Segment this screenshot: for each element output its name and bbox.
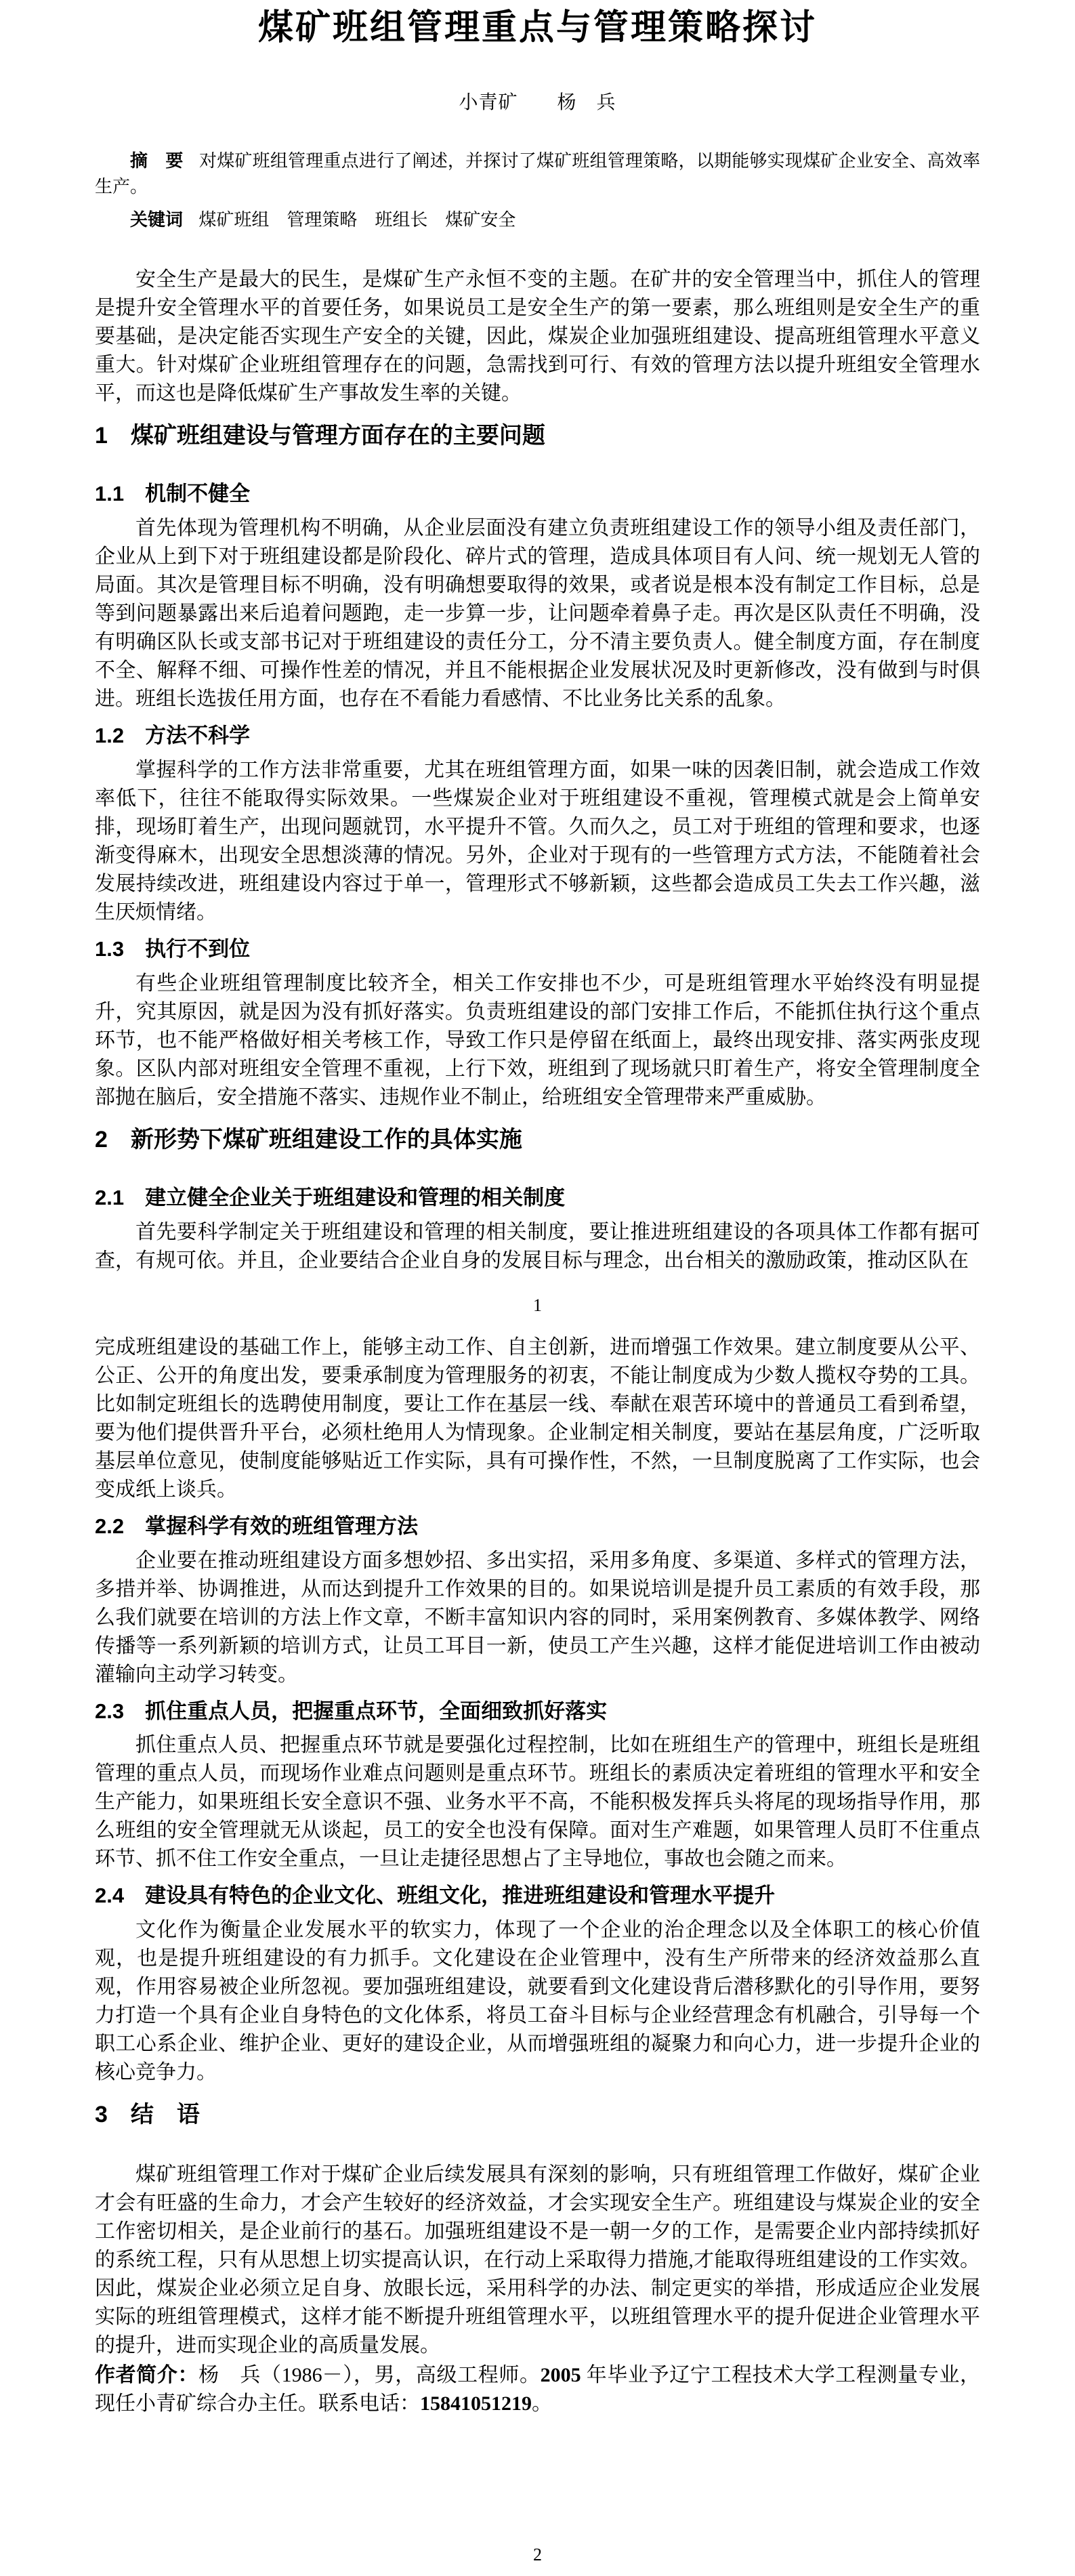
section-2-4-paragraph: 文化作为衡量企业发展水平的软实力，体现了一个企业的治企理念以及全体职工的核心价值观，也是提升班组建设的有力抓手。文化建设在企业管理中，没有生产所带来的经济效益那么直观，作用容易被企业所忽视。要加强班组建设，就要看到文化建设背后潜移默化的引导作用，要努力打造一个具有企业自身特色的文化体系，将员工奋斗目标与企业经营理念有机融合，引导每一个职工心系企业、维护企业、更好的建设企业，从而增强班组的凝聚力和向心力，进一步提升企业的核心竞争力。	[95, 1919, 980, 2084]
section-1-2-heading: 1.2 方法不科学	[95, 724, 251, 748]
abstract-label: 摘 要	[130, 150, 184, 171]
page-1-number: 1	[533, 1295, 542, 1315]
section-1-3-paragraph: 有些企业班组管理制度比较齐全，相关工作安排也不少，可是班组管理水平始终没有明显提升，究其原因，就是因为没有抓好落实。负责班组建设的部门安排工作后，不能抓住执行这个重点环节，也不能严格做好相关考核工作，导致工作只是停留在纸面上，最终出现安排、落实两张皮现象。区队内部对班组安全管理不重视，上行下效，班组到了现场就只盯着生产，将安全管理制度全部抛在脑后，安全措施不落实、违规作业不制止，给班组安全管理带来严重威胁。	[95, 972, 980, 1108]
author-bio-label: 作者简介：	[95, 2363, 199, 2386]
abstract-paragraph	[95, 148, 980, 200]
section-1-1-paragraph: 首先体现为管理机构不明确，从企业层面没有建立负责班组建设工作的领导小组及责任部门，企业从上到下对于班组建设都是阶段化、碎片式的管理，造成具体项目有人问、统一规划无人管的局面。其次是管理目标不明确，没有明确想要取得的效果，或者说是根本没有制定工作目标，总是等到问题暴露出来后追着问题跑，走一步算一步，让问题牵着鼻子走。再次是区队责任不明确，没有明确区队长或支部书记对于班组建设的责任分工，分不清主要负责人。健全制度方面，存在制度不全、解释不细、可操作性差的情况，并且不能根据企业发展状况及时更新修改，没有做到与时俱进。班组长选拔任用方面，也存在不看能力看感情、不比业务比关系的乱象。	[95, 517, 980, 711]
page-2-number: 2	[533, 2545, 542, 2564]
section-2-1-paragraph-page2: 完成班组建设的基础工作上，能够主动工作、自主创新，进而增强工作效果。建立制度要从公平、公正、公开的角度出发，要秉承制度为管理服务的初衷，不能让制度成为少数人揽权夺势的工具。比如制定班组长的选聘使用制度，要让工作在基层一线、奉献在艰苦环境中的普通员工看到希望，要为他们提供晋升平台，必须杜绝用人为情现象。企业制定相关制度，要站在基层角度，广泛听取基层单位意见，使制度能够贴近工作实际，具有可操作性，不然，一旦制度脱离了工作实际，也会变成纸上谈兵。	[95, 1335, 980, 1501]
author-bio-text-2: 年毕业予辽宁工程技术大学工程测量专业，现任小青矿综合办主任。联系电话：	[95, 2363, 981, 2415]
section-3-paragraph: 煤矿班组管理工作对于煤矿企业后续发展具有深刻的影响，只有班组管理工作做好，煤矿企业才会有旺盛的生命力，才会产生较好的经济效益，才会实现安全生产。班组建设与煤炭企业的安全工作密切相关，是企业前行的基石。加强班组建设不是一朝一夕的工作，是需要企业内部持续抓好的系统工程，只有从思想上切实提高认识，在行动上采取得力措施,才能取得班组建设的工作实效。因此，煤炭企业必须立足自身、放眼长远，采用科学的办法、制定更实的举措，形成适应企业发展实际的班组管理模式，这样才能不断提升班组管理水平，以班组管理水平的提升促进企业管理水平的提升，进而实现企业的高质量发展。	[95, 2163, 980, 2356]
keywords-label: 关键词	[130, 209, 184, 230]
section-2-3-paragraph: 抓住重点人员、把握重点环节就是要强化过程控制，比如在班组生产的管理中，班组长是班组管理的重点人员，而现场作业难点问题则是重点环节。班组长的素质决定着班组的管理水平和安全生产能力，如果班组长安全意识不强、业务水平不高，不能积极发挥兵头将尾的现场指导作用，那么班组的安全管理就无从谈起，员工的安全也没有保障。面对生产难题，如果管理人员盯不住重点环节、抓不住工作安全重点，一旦让走捷径思想占了主导地位，事故也会随之而来。	[95, 1734, 980, 1871]
author-bio-phone: 15841051219	[420, 2392, 532, 2415]
keywords-paragraph	[95, 207, 980, 233]
author-line: 小青矿 杨 兵	[459, 91, 616, 113]
section-3-heading: 3 结 语	[95, 2102, 200, 2128]
author-bio-text-3: 。	[532, 2392, 552, 2415]
section-2-4-heading: 2.4 建设具有特色的企业文化、班组文化，推进班组建设和管理水平提升	[95, 1884, 776, 1908]
section-2-heading: 2 新形势下煤矿班组建设工作的具体实施	[95, 1126, 522, 1152]
section-2-1-heading: 2.1 建立健全企业关于班组建设和管理的相关制度	[95, 1186, 566, 1210]
document-title: 煤矿班组管理重点与管理策略探讨	[257, 8, 817, 47]
section-2-2-paragraph: 企业要在推动班组建设方面多想妙招、多出实招，采用多角度、多渠道、多样式的管理方法，多措并举、协调推进，从而达到提升工作效果的目的。如果说培训是提升员工素质的有效手段，那么我们就要在培训的方法上作文章，不断丰富知识内容的同时，采用案例教育、多媒体教学、网络传播等一系列新颖的培训方式，让员工耳目一新，使员工产生兴趣，这样才能促进培训工作由被动灌输向主动学习转变。	[95, 1549, 980, 1686]
section-1-3-heading: 1.3 执行不到位	[95, 936, 251, 961]
author-bio-text-1: 杨 兵（1986－），男，高级工程师。	[198, 2363, 541, 2386]
author-bio-year: 2005	[540, 2363, 581, 2386]
abstract-text: 对煤矿班组管理重点进行了阐述，并探讨了煤矿班组管理策略，以期能够实现煤矿企业安全、高效率生产。	[95, 150, 980, 196]
section-2-1-paragraph-page1: 首先要科学制定关于班组建设和管理的相关制度，要让推进班组建设的各项具体工作都有据可查，有规可依。并且，企业要结合企业自身的发展目标与理念，出台相关的激励政策，推动区队在	[95, 1220, 980, 1272]
section-2-3-heading: 2.3 抓住重点人员，把握重点环节，全面细致抓好落实	[95, 1699, 608, 1723]
section-2-2-heading: 2.2 掌握科学有效的班组管理方法	[95, 1514, 419, 1538]
intro-paragraph: 安全生产是最大的民生，是煤矿生产永恒不变的主题。在矿井的安全管理当中，抓住人的管理是提升安全管理水平的首要任务，如果说员工是安全生产的第一要素，那么班组则是安全生产的重要基础，是决定能否实现生产安全的关键，因此，煤炭企业加强班组建设、提高班组管理水平意义重大。针对煤矿企业班组管理存在的问题，急需找到可行、有效的管理方法以提升班组安全管理水平，而这也是降低煤矿生产事故发生率的关键。	[95, 268, 980, 404]
section-1-2-paragraph: 掌握科学的工作方法非常重要，尤其在班组管理方面，如果一味的因袭旧制，就会造成工作效率低下，往往不能取得实际效果。一些煤炭企业对于班组建设不重视，管理模式就是会上简单安排，现场盯着生产，出现问题就罚，水平提升不管。久而久之，员工对于班组的管理和要求，也逐渐变得麻木，出现安全思想淡薄的情况。另外，企业对于现有的一些管理方式方法，不能随着社会发展持续改进，班组建设内容过于单一，管理形式不够新颖，这些都会造成员工失去工作兴趣，滋生厌烦情绪。	[95, 758, 980, 923]
section-1-heading: 1 煤矿班组建设与管理方面存在的主要问题	[95, 422, 545, 449]
section-1-1-heading: 1.1 机制不健全	[95, 482, 251, 506]
keywords-text: 煤矿班组 管理策略 班组长 煤矿安全	[198, 209, 516, 230]
author-bio	[95, 2361, 980, 2418]
